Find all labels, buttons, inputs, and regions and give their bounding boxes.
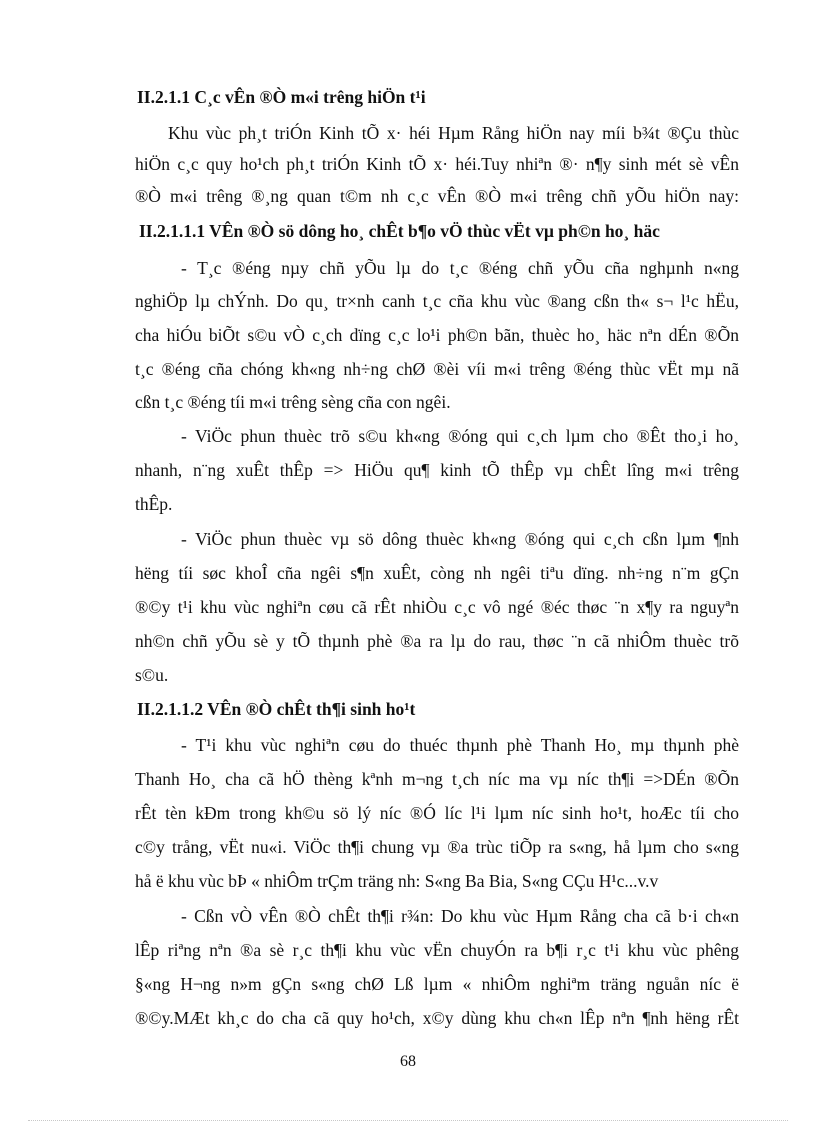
paragraph-line: Thanh Ho¸ cha cã hÖ thèng kªnh m¬ng t¸ch níc ma vµ níc th¶i =>DÉn ®Õn bbox=[135, 769, 739, 789]
subsection-heading: II.2.1.1.2 VÊn ®Ò chÊt th¶i sinh ho¹t bbox=[137, 699, 416, 719]
paragraph-line: ®©y.MÆt kh¸c do cha cã quy ho¹ch, x©y dùng khu ch«n lÊp nªn ¶nh hëng rÊt bbox=[135, 1008, 739, 1028]
paragraph-line: c©y trång, vËt nu«i. ViÖc th¶i chung vµ ®a trùc tiÕp ra s«ng, hå lµm cho s«ng bbox=[135, 837, 739, 857]
paragraph-line: Khu vùc ph¸t triÓn Kinh tÕ x· héi Hµm Rång hiÖn nay míi b¾t ®Çu thùc bbox=[168, 123, 739, 143]
subsection-heading: II.2.1.1.1 VÊn ®Ò sö dông ho¸ chÊt b¶o vÖ thùc vËt vµ ph©n ho¸ häc bbox=[139, 221, 660, 241]
paragraph-line: ®©y t¹i khu vùc nghiªn cøu cã rÊt nhiÒu c¸c vô ngé ®éc thøc ¨n x¶y ra nguyªn bbox=[135, 597, 739, 617]
page-bottom-divider bbox=[28, 1120, 788, 1121]
paragraph-line: - ViÖc phun thuèc trõ s©u kh«ng ®óng qui c¸ch lµm cho ®Êt tho¸i ho¸ bbox=[181, 426, 739, 446]
paragraph-line: t¸c ®éng cña chóng kh«ng nh÷ng chØ ®èi víi m«i trêng ®éng thùc vËt mµ nã bbox=[135, 359, 739, 379]
paragraph-line: s©u. bbox=[135, 665, 169, 685]
paragraph-line: cßn t¸c ®éng tíi m«i trêng sèng cña con ngêi. bbox=[135, 392, 451, 412]
paragraph-line: rÊt tèn kÐm trong kh©u sö lý níc ®Ó líc l¹i lµm níc sinh ho¹t, hoÆc tíi cho bbox=[135, 803, 739, 823]
paragraph-line: cha hiÓu biÕt s©u vÒ c¸ch dïng c¸c lo¹i ph©n bãn, thuèc ho¸ häc nªn dÉn ®Õn bbox=[135, 325, 739, 345]
paragraph-line: - Cßn vÒ vÊn ®Ò chÊt th¶i r¾n: Do khu vùc Hµm Rång cha cã b·i ch«n bbox=[181, 906, 739, 926]
paragraph-line: ®Ò m«i trêng ®¸ng quan t©m nh c¸c vÊn ®Ò m«i trêng chñ yÕu hiÖn nay: bbox=[135, 186, 739, 206]
paragraph-line: lÊp riªng nªn ®a sè r¸c th¶i khu vùc vËn chuyÓn ra b¶i r¸c t¹i khu vùc phêng bbox=[135, 940, 739, 960]
paragraph-line: thÊp. bbox=[135, 494, 173, 514]
section-heading: II.2.1.1 C¸c vÊn ®Ò m«i trêng hiÖn t¹i bbox=[137, 87, 426, 107]
paragraph-line: hå ë khu vùc bÞ « nhiÔm trÇm träng nh: S«ng Ba Bia, S«ng CÇu H¹c...v.v bbox=[135, 871, 659, 891]
paragraph-line: §«ng H¬ng n»m gÇn s«ng chØ Lß lµm « nhiÔm nghiªm träng nguån níc ë bbox=[135, 974, 739, 994]
paragraph-line: nghiÖp lµ chÝnh. Do qu¸ tr×nh canh t¸c cña khu vùc ®ang cßn th« s¬ l¹c hËu, bbox=[135, 291, 739, 311]
paragraph-line: hiÖn c¸c quy ho¹ch ph¸t triÓn Kinh tÕ x· héi.Tuy nhiªn ®· n¶y sinh mét sè vÊn bbox=[135, 154, 739, 174]
paragraph-line: nhanh, n¨ng xuÊt thÊp => HiÖu qu¶ kinh tÕ thÊp vµ chÊt lîng m«i trêng bbox=[135, 460, 739, 480]
paragraph-line: - T¸c ®éng nµy chñ yÕu lµ do t¸c ®éng chñ yÕu cña nghµnh n«ng bbox=[181, 258, 739, 278]
page-number: 68 bbox=[400, 1053, 416, 1070]
paragraph-line: hëng tíi søc khoÎ cña ngêi s¶n xuÊt, còng nh ngêi tiªu dïng. nh÷ng n¨m gÇn bbox=[135, 563, 739, 583]
paragraph-line: - ViÖc phun thuèc vµ sö dông thuèc kh«ng ®óng qui c¸ch cßn lµm ¶nh bbox=[181, 529, 739, 549]
paragraph-line: - T¹i khu vùc nghiªn cøu do thuéc thµnh phè Thanh Ho¸ mµ thµnh phè bbox=[181, 735, 739, 755]
paragraph-line: nh©n chñ yÕu sè y tÕ thµnh phè ®a ra lµ do rau, thøc ¨n cã nhiÔm thuèc trõ bbox=[135, 631, 739, 651]
